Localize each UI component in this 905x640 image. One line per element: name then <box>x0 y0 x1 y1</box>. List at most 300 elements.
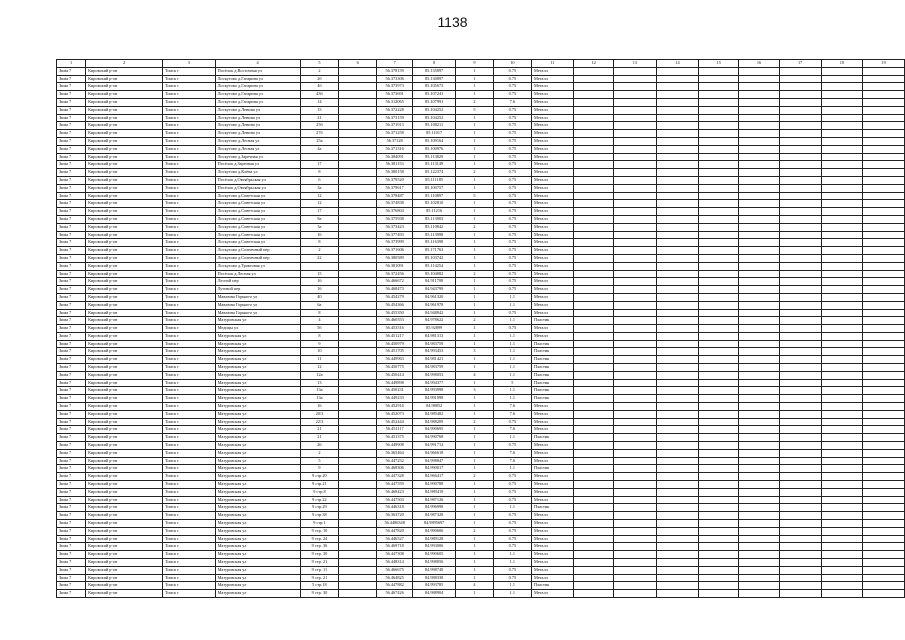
table-cell: Мазуровская ул <box>215 348 300 356</box>
table-cell: Мазуровская ул <box>215 582 300 590</box>
table-cell <box>739 169 780 177</box>
table-cell: 8а <box>300 215 339 223</box>
table-cell: Зима 7 <box>57 496 86 504</box>
table-cell <box>779 130 821 138</box>
table-cell: Кировский р-он <box>86 200 163 208</box>
table-cell: 1 <box>456 161 494 169</box>
table-row <box>57 488 905 496</box>
table-cell: 0.75 <box>493 208 531 216</box>
table-cell: 0.75 <box>493 200 531 208</box>
table-cell <box>739 387 780 395</box>
table-cell: 0.75 <box>493 527 531 535</box>
table-cell: Томск г <box>163 379 216 387</box>
table-cell: 2 <box>456 98 494 106</box>
table-cell: 1.1 <box>493 434 531 442</box>
table-cell: Томск г <box>163 403 216 411</box>
table-cell <box>863 231 905 239</box>
table-cell <box>656 153 699 161</box>
table-cell: 0.75 <box>493 122 531 130</box>
table-cell: Кировский р-он <box>86 262 163 270</box>
table-cell <box>574 247 614 255</box>
table-cell: 56.447559 <box>377 481 413 489</box>
table-cell: Зима 7 <box>57 176 86 184</box>
table-cell <box>656 410 699 418</box>
table-cell: 1.1 <box>493 356 531 364</box>
table-cell <box>863 535 905 543</box>
table-cell <box>574 371 614 379</box>
table-cell: 56.468306 <box>377 465 413 473</box>
table-cell <box>863 582 905 590</box>
table-cell <box>821 465 863 473</box>
table-cell: Мазуровская ул <box>215 449 300 457</box>
table-cell <box>656 83 699 91</box>
table-cell: Лоскутово д.Лесная ул <box>215 137 300 145</box>
table-cell: 12 <box>300 364 339 372</box>
table-cell: 1 <box>456 114 494 122</box>
table-cell: 84.990695 <box>413 426 456 434</box>
table-cell: Зима 7 <box>57 504 86 512</box>
table-cell <box>574 223 614 231</box>
table-cell: Мазуровская ул <box>215 559 300 567</box>
table-cell: 0.75 <box>493 442 531 450</box>
table-cell <box>739 247 780 255</box>
table-cell: 85.107991 <box>413 98 456 106</box>
table-cell: Зима 7 <box>57 364 86 372</box>
table-cell: Мазуровская ул <box>215 551 300 559</box>
table-cell: Кировский р-он <box>86 387 163 395</box>
table-cell <box>779 488 821 496</box>
table-cell: Зима 7 <box>57 551 86 559</box>
table-cell <box>779 145 821 153</box>
table-cell: Металл <box>531 566 573 574</box>
table-cell: Томск г <box>163 395 216 403</box>
table-cell: 84.990768 <box>413 434 456 442</box>
table-cell <box>779 270 821 278</box>
table-cell <box>779 426 821 434</box>
table-cell: 85.104252 <box>413 114 456 122</box>
table-cell <box>574 574 614 582</box>
table-cell <box>574 122 614 130</box>
table-cell <box>821 418 863 426</box>
table-row <box>57 161 905 169</box>
table-cell <box>739 309 780 317</box>
table-cell: Лесной пер <box>215 278 300 286</box>
table-cell: 0.75 <box>493 114 531 122</box>
table-row <box>57 332 905 340</box>
table-cell <box>339 75 377 83</box>
table-cell: 84.989482 <box>413 410 456 418</box>
table-cell <box>699 67 739 75</box>
table-cell <box>614 106 657 114</box>
table-cell <box>339 551 377 559</box>
table-cell <box>574 387 614 395</box>
table-cell <box>614 551 657 559</box>
table-cell <box>779 192 821 200</box>
table-cell: 56.469718 <box>377 543 413 551</box>
table-row <box>57 410 905 418</box>
table-cell: 1 <box>456 91 494 99</box>
table-cell: 56.449233 <box>377 395 413 403</box>
table-cell: 1.1 <box>493 364 531 372</box>
table-cell <box>779 512 821 520</box>
table-cell <box>614 371 657 379</box>
table-cell <box>339 465 377 473</box>
table-cell <box>656 325 699 333</box>
table-row <box>57 98 905 106</box>
table-cell: Зима 7 <box>57 426 86 434</box>
table-cell: 1 <box>456 574 494 582</box>
table-row <box>57 301 905 309</box>
table-cell: Металл <box>531 208 573 216</box>
table-cell <box>739 332 780 340</box>
table-cell: Мазуровская ул <box>215 574 300 582</box>
table-cell <box>614 559 657 567</box>
table-cell: Металл <box>531 200 573 208</box>
table-cell: 1 <box>456 496 494 504</box>
table-cell <box>863 551 905 559</box>
table-row <box>57 270 905 278</box>
table-cell: 8 <box>300 239 339 247</box>
table-cell: 1 <box>456 208 494 216</box>
table-cell <box>821 395 863 403</box>
table-cell <box>779 169 821 177</box>
table-row <box>57 215 905 223</box>
table-cell: 1 <box>456 442 494 450</box>
table-cell <box>739 535 780 543</box>
table-cell: 9 стр. 30 <box>300 590 339 598</box>
table-cell <box>699 122 739 130</box>
table-cell: Кировский р-он <box>86 247 163 255</box>
table-cell <box>574 114 614 122</box>
table-cell <box>699 262 739 270</box>
table-cell <box>779 543 821 551</box>
table-cell <box>614 325 657 333</box>
table-cell: 1.1 <box>493 559 531 567</box>
table-cell: 4 <box>300 317 339 325</box>
table-cell: 9 <box>300 465 339 473</box>
table-cell: 56.381153 <box>377 161 413 169</box>
table-cell: 3а <box>300 184 339 192</box>
table-cell <box>821 566 863 574</box>
table-cell <box>574 364 614 372</box>
table-cell <box>821 457 863 465</box>
table-cell: Лоскутово д.Гагарина ул <box>215 83 300 91</box>
table-cell: Кировский р-он <box>86 543 163 551</box>
table-cell: Кировский р-он <box>86 208 163 216</box>
table-row <box>57 582 905 590</box>
table-cell: 11 <box>300 356 339 364</box>
table-cell: 56.375938 <box>377 215 413 223</box>
table-cell: 85.104082 <box>413 270 456 278</box>
table-cell <box>574 442 614 450</box>
table-cell: Томск г <box>163 223 216 231</box>
table-cell: 9 стр. 21 <box>300 574 339 582</box>
table-cell: Томск г <box>163 496 216 504</box>
table-cell: 85.110897 <box>413 192 456 200</box>
table-cell: Томск г <box>163 208 216 216</box>
table-cell: Кировский р-он <box>86 403 163 411</box>
table-cell: 1 <box>456 504 494 512</box>
table-cell <box>779 286 821 294</box>
table-cell <box>614 434 657 442</box>
table-cell: 85.114254 <box>413 262 456 270</box>
table-cell <box>699 488 739 496</box>
table-cell <box>699 457 739 465</box>
table-cell <box>339 410 377 418</box>
table-cell <box>779 98 821 106</box>
table-cell: 1 <box>456 215 494 223</box>
table-cell: Металл <box>531 106 573 114</box>
table-cell: 1 <box>456 200 494 208</box>
table-cell: 84.996998 <box>413 504 456 512</box>
table-cell <box>821 371 863 379</box>
table-cell <box>821 161 863 169</box>
table-cell <box>779 137 821 145</box>
table-cell: Металл <box>531 184 573 192</box>
table-cell <box>574 231 614 239</box>
table-cell <box>863 254 905 262</box>
table-cell: Кировский р-он <box>86 293 163 301</box>
table-row <box>57 262 905 270</box>
table-cell: 1.1 <box>493 340 531 348</box>
table-cell: 56.454279 <box>377 293 413 301</box>
table-cell <box>863 169 905 177</box>
table-cell <box>339 473 377 481</box>
table-cell: Мазуровская ул <box>215 371 300 379</box>
table-cell <box>699 286 739 294</box>
table-cell <box>656 496 699 504</box>
table-cell: 85.113903 <box>413 215 456 223</box>
table-cell: 9 стр.22 <box>300 496 339 504</box>
table-cell: 1.1 <box>493 371 531 379</box>
table-cell <box>614 293 657 301</box>
table-cell <box>574 527 614 535</box>
table-cell: 2 <box>456 418 494 426</box>
table-cell: 84.98852 <box>413 403 456 411</box>
table-cell: 0.75 <box>493 247 531 255</box>
table-cell <box>574 340 614 348</box>
table-cell <box>821 176 863 184</box>
table-cell <box>779 449 821 457</box>
table-cell: Мазуровская ул <box>215 434 300 442</box>
table-cell: Томск г <box>163 356 216 364</box>
table-cell: 5 <box>493 379 531 387</box>
table-cell: Кировский р-он <box>86 106 163 114</box>
table-cell: 85.11017 <box>413 130 456 138</box>
table-cell <box>339 223 377 231</box>
table-row <box>57 231 905 239</box>
table-cell: Зима 7 <box>57 325 86 333</box>
table-cell <box>574 520 614 528</box>
table-cell: 84.989128 <box>413 535 456 543</box>
table-cell <box>821 332 863 340</box>
table-cell <box>739 442 780 450</box>
table-cell: Кировский р-он <box>86 418 163 426</box>
table-cell <box>614 582 657 590</box>
table-cell <box>574 137 614 145</box>
table-cell <box>739 122 780 130</box>
table-cell: 2б <box>300 75 339 83</box>
table-cell: Томск г <box>163 278 216 286</box>
table-cell: 56.460553 <box>377 317 413 325</box>
table-cell: 4а <box>300 145 339 153</box>
table-cell: 85.113998 <box>413 231 456 239</box>
table-cell: Пластик <box>531 434 573 442</box>
table-cell <box>779 364 821 372</box>
table-cell <box>656 387 699 395</box>
table-cell <box>863 137 905 145</box>
table-cell: 0.75 <box>493 192 531 200</box>
table-row <box>57 449 905 457</box>
table-cell: Кировский р-он <box>86 83 163 91</box>
table-cell <box>339 122 377 130</box>
table-cell <box>574 348 614 356</box>
table-cell <box>339 426 377 434</box>
table-row <box>57 379 905 387</box>
table-cell: 1 <box>456 356 494 364</box>
table-row <box>57 520 905 528</box>
table-cell: 1 <box>456 512 494 520</box>
table-cell <box>779 559 821 567</box>
table-cell: Кировский р-он <box>86 496 163 504</box>
table-row <box>57 543 905 551</box>
table-cell <box>574 106 614 114</box>
table-cell: Томск г <box>163 247 216 255</box>
table-cell: Кировский р-он <box>86 504 163 512</box>
table-cell <box>339 325 377 333</box>
table-cell <box>779 262 821 270</box>
table-cell <box>614 98 657 106</box>
table-cell <box>614 496 657 504</box>
table-cell: 85.113149 <box>413 161 456 169</box>
table-cell: 84.966417 <box>413 473 456 481</box>
table-cell <box>863 145 905 153</box>
table-cell <box>614 566 657 574</box>
table-cell <box>863 364 905 372</box>
table-cell: Зима 7 <box>57 262 86 270</box>
table-cell <box>779 278 821 286</box>
table-cell <box>821 527 863 535</box>
table-cell <box>739 520 780 528</box>
table-row <box>57 551 905 559</box>
table-cell <box>656 293 699 301</box>
table-cell: 1.1 <box>493 395 531 403</box>
table-cell <box>574 332 614 340</box>
table-row <box>57 176 905 184</box>
table-cell <box>699 192 739 200</box>
table-cell: 40 <box>300 293 339 301</box>
table-cell <box>863 332 905 340</box>
table-cell <box>739 488 780 496</box>
table-cell <box>779 254 821 262</box>
table-cell <box>779 496 821 504</box>
table-cell: Томск г <box>163 457 216 465</box>
table-cell <box>821 512 863 520</box>
table-cell: Кировский р-он <box>86 574 163 582</box>
table-cell: Лоскутово д.Клёна ул <box>215 169 300 177</box>
table-header-row <box>57 60 905 68</box>
table-cell: Томск г <box>163 325 216 333</box>
table-cell: 1 <box>456 293 494 301</box>
table-cell <box>863 473 905 481</box>
table-cell: 16 <box>300 403 339 411</box>
table-cell <box>779 348 821 356</box>
table-cell: Кировский р-он <box>86 317 163 325</box>
table-cell: Зима 7 <box>57 130 86 138</box>
table-cell <box>821 488 863 496</box>
table-cell: 0.75 <box>493 145 531 153</box>
table-cell <box>863 371 905 379</box>
table-cell <box>614 200 657 208</box>
table-row <box>57 527 905 535</box>
table-cell: Луговой пер <box>215 286 300 294</box>
table-cell: Мазуровская ул <box>215 566 300 574</box>
table-cell <box>821 473 863 481</box>
table-cell: Кировский р-он <box>86 114 163 122</box>
table-cell <box>339 340 377 348</box>
table-cell <box>739 254 780 262</box>
table-cell: 1 <box>456 535 494 543</box>
table-cell: 12а <box>300 371 339 379</box>
table-cell <box>699 270 739 278</box>
table-cell <box>574 239 614 247</box>
table-cell: Мазуровская ул <box>215 520 300 528</box>
table-cell <box>574 395 614 403</box>
table-cell: 1 <box>456 176 494 184</box>
table-cell <box>656 278 699 286</box>
table-cell <box>739 286 780 294</box>
table-cell: Зима 7 <box>57 309 86 317</box>
table-cell: 0.75 <box>493 286 531 294</box>
table-cell: Зима 7 <box>57 418 86 426</box>
table-cell <box>614 130 657 138</box>
table-row <box>57 67 905 75</box>
table-cell <box>699 169 739 177</box>
table-cell: Зима 7 <box>57 223 86 231</box>
table-cell <box>699 512 739 520</box>
table-cell <box>821 215 863 223</box>
table-cell <box>614 535 657 543</box>
table-cell <box>339 215 377 223</box>
table-cell: Кировский р-он <box>86 153 163 161</box>
table-cell: Кировский р-он <box>86 332 163 340</box>
table-cell <box>863 98 905 106</box>
table-row <box>57 169 905 177</box>
table-cell: Пластик <box>531 340 573 348</box>
table-cell: Томск г <box>163 176 216 184</box>
table-cell <box>614 520 657 528</box>
table-cell <box>863 114 905 122</box>
table-cell: Металл <box>531 145 573 153</box>
table-cell: Томск г <box>163 91 216 99</box>
table-cell <box>739 200 780 208</box>
table-cell: Металл <box>531 122 573 130</box>
table-cell <box>614 75 657 83</box>
table-cell <box>339 395 377 403</box>
table-cell <box>821 325 863 333</box>
table-cell <box>339 114 377 122</box>
table-cell: Мазуровская ул <box>215 442 300 450</box>
table-cell <box>339 559 377 567</box>
table-cell <box>656 566 699 574</box>
table-cell <box>699 332 739 340</box>
table-cell: 56.452444 <box>377 418 413 426</box>
table-cell <box>779 301 821 309</box>
table-cell <box>656 262 699 270</box>
table-cell: Металл <box>531 91 573 99</box>
table-cell: Зима 7 <box>57 137 86 145</box>
table-cell <box>821 403 863 411</box>
